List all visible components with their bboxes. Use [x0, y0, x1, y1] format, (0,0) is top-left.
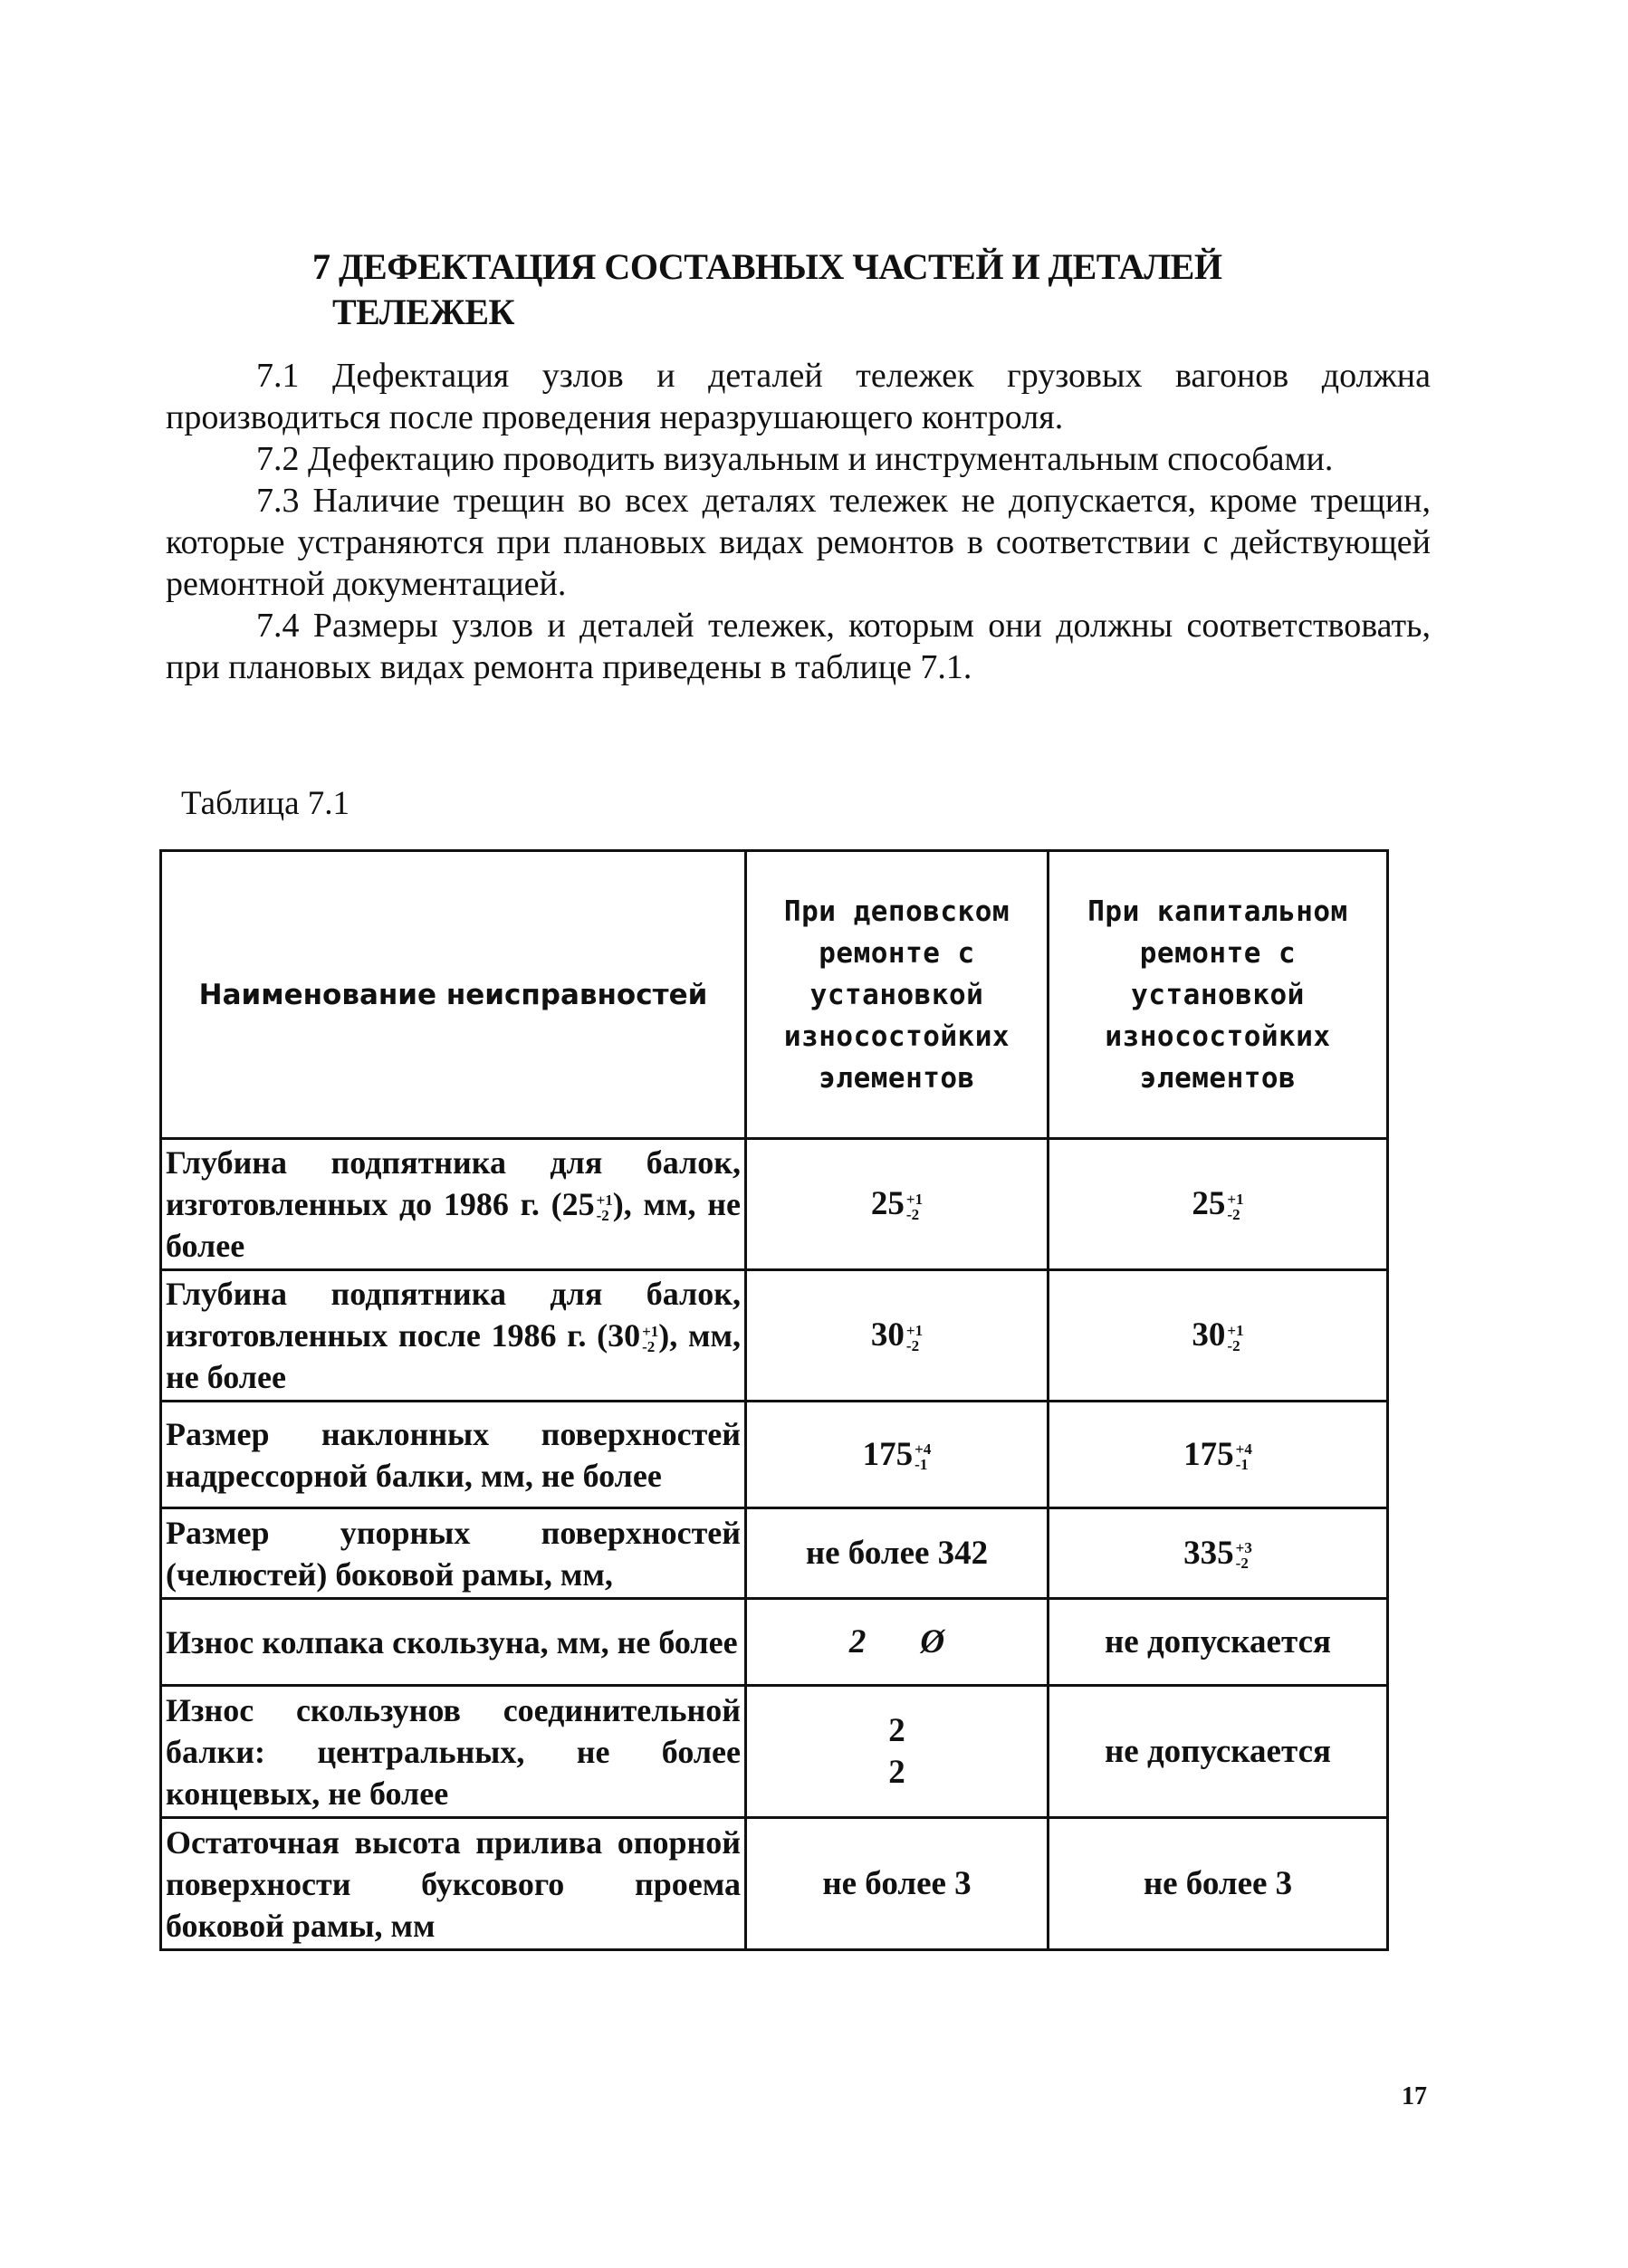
defects-table — [159, 849, 1389, 1951]
header-depot: При деповском ремонте с установкой износостойких элементов — [746, 851, 1049, 1139]
row-2-name-suffix: ), мм, не более — [166, 1317, 742, 1395]
tol-down: -2 — [1227, 1336, 1240, 1354]
tol-down: -2 — [642, 1337, 656, 1355]
row-7-name: Остаточная высота прилива опорной поверхности буксового проема боковой рамы, мм — [161, 1818, 746, 1950]
row-5-capital: не допускается — [1049, 1599, 1388, 1686]
row-2-name-tolerance — [642, 1324, 658, 1354]
row-3-name: Размер наклонных поверхностей надрессорной балки, мм, не более — [161, 1402, 746, 1508]
row-1-depot-tolerance — [906, 1191, 923, 1222]
body-paragraphs — [166, 355, 1431, 688]
tol-up: +1 — [642, 1322, 659, 1340]
table-row — [161, 1818, 1388, 1950]
tol-up: +1 — [905, 1321, 924, 1339]
row-6-capital: не допускается — [1049, 1686, 1388, 1818]
table-row — [161, 1599, 1388, 1686]
table-row — [161, 1402, 1388, 1508]
table-row — [161, 1139, 1388, 1270]
tol-down: -2 — [905, 1205, 920, 1223]
row-3-capital-tolerance — [1236, 1441, 1252, 1472]
header-name: Наименование неисправностей — [161, 851, 746, 1139]
row-5-name: Износ колпака скользуна, мм, не более — [161, 1599, 746, 1686]
row-1-depot — [746, 1139, 1049, 1270]
header-capital: При капитальном ремонте с установкой износостойких элементов — [1049, 851, 1388, 1139]
correction-mark-icon: Ø — [920, 1622, 945, 1660]
paragraph-7-4: 7.4 Размеры узлов и деталей тележек, которым они должны соответствовать, при плановых видах ремонта приведены в таблице 7.1. — [166, 607, 1431, 686]
table-row — [161, 1686, 1388, 1818]
tol-up: +3 — [1235, 1539, 1252, 1557]
row-7-capital: не более 3 — [1049, 1818, 1388, 1950]
row-2-capital-value: 30 — [1192, 1316, 1226, 1354]
table-caption: Таблица 7.1 — [181, 785, 350, 822]
row-6-depot-end: 2 — [888, 1753, 905, 1791]
page-number: 17 — [1402, 2082, 1427, 2110]
row-3-depot-value: 175 — [862, 1435, 914, 1473]
row-4-capital-value: 335 — [1183, 1534, 1234, 1572]
row-2-capital-tolerance — [1227, 1323, 1243, 1354]
row-1-name-text: Глубина подпятника для балок, изготовленных до 1986 г. (25 — [166, 1144, 741, 1222]
tol-down: -2 — [1227, 1205, 1240, 1223]
table-row — [161, 1270, 1388, 1402]
row-2-name — [161, 1270, 746, 1402]
section-heading-line2: ТЕЛЕЖЕК — [332, 292, 515, 332]
row-6-name: Износ скользунов соединительной балки: центральных, не более концевых, не более — [161, 1686, 746, 1818]
row-5-depot-value: 2 — [848, 1622, 867, 1660]
tol-down: -2 — [596, 1206, 609, 1224]
row-4-capital-tolerance — [1236, 1540, 1252, 1571]
tol-up: +4 — [915, 1440, 932, 1459]
tol-down: -2 — [905, 1336, 920, 1354]
paragraph-7-3: 7.3 Наличие трещин во всех деталях тележек не допускается, кроме трещин, которые устраняются при плановых видах ремонтов в соответствии с действующей ремонтной документацией. — [166, 482, 1431, 603]
row-2-depot — [746, 1270, 1049, 1402]
row-1-capital-tolerance — [1227, 1191, 1243, 1222]
row-7-depot: не более 3 — [746, 1818, 1049, 1950]
tol-down: -1 — [915, 1456, 928, 1474]
row-2-depot-value: 30 — [870, 1316, 905, 1354]
section-heading — [312, 244, 1399, 335]
row-3-depot-tolerance — [915, 1441, 931, 1472]
table-header-row — [161, 851, 1388, 1139]
tol-up: +1 — [1227, 1321, 1244, 1339]
row-4-capital — [1049, 1508, 1388, 1599]
tol-up: +1 — [1227, 1190, 1244, 1208]
row-3-depot — [746, 1402, 1049, 1508]
paragraph-7-1: 7.1 Дефектация узлов и деталей тележек грузовых вагонов должна производиться после проведения неразрушающего контроля. — [166, 357, 1431, 436]
tol-up: +4 — [1235, 1440, 1252, 1459]
row-6-depot — [746, 1686, 1049, 1818]
row-2-depot-tolerance — [906, 1323, 923, 1354]
tol-up: +1 — [596, 1191, 613, 1209]
row-2-name-text: Глубина подпятника для балок, изготовленных после 1986 г. (30 — [166, 1276, 741, 1354]
row-2-capital — [1049, 1270, 1388, 1402]
row-1-capital — [1049, 1139, 1388, 1270]
section-heading-line1: 7 ДЕФЕКТАЦИЯ СОСТАВНЫХ ЧАСТЕЙ И ДЕТАЛЕЙ — [312, 246, 1222, 287]
row-3-capital-value: 175 — [1183, 1435, 1234, 1473]
row-3-capital — [1049, 1402, 1388, 1508]
row-1-name-tolerance — [597, 1192, 613, 1223]
tol-down: -1 — [1235, 1456, 1249, 1474]
row-6-depot-central: 2 — [888, 1711, 905, 1749]
row-1-name — [161, 1139, 746, 1270]
row-4-name: Размер упорных поверхностей (челюстей) боковой рамы, мм, — [161, 1508, 746, 1599]
row-1-name-suffix: ), мм, не более — [166, 1186, 741, 1264]
tol-down: -2 — [1235, 1555, 1249, 1573]
row-1-depot-value: 25 — [870, 1185, 905, 1222]
paragraph-7-2: 7.2 Дефектацию проводить визуальным и инструментальным способами. — [256, 440, 1334, 478]
tol-up: +1 — [905, 1190, 924, 1208]
table-row — [161, 1508, 1388, 1599]
row-1-capital-value: 25 — [1192, 1185, 1226, 1222]
row-4-depot: не более 342 — [746, 1508, 1049, 1599]
row-5-depot — [746, 1599, 1049, 1686]
